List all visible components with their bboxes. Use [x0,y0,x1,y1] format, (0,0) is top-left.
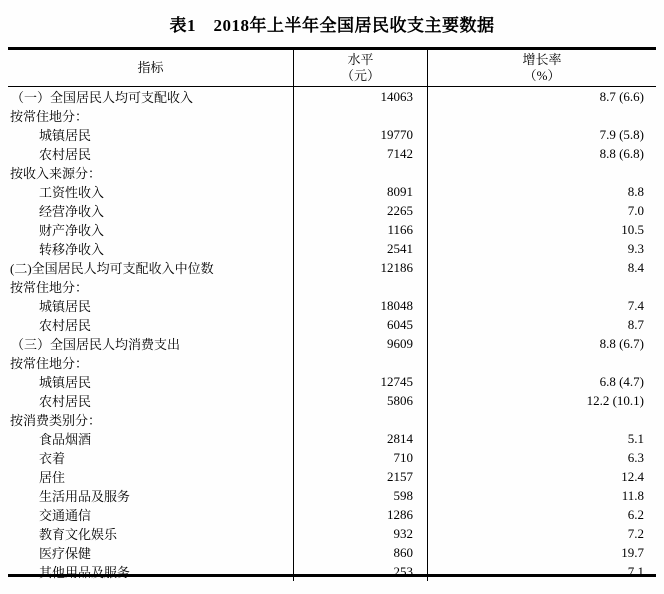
table-row [8,239,656,258]
indicator-cell: （一）全国居民人均可支配收入 [8,87,294,106]
table-row [8,163,656,182]
col-header-indicator [8,50,294,86]
indicator-cell: 城镇居民 [8,125,294,144]
growth-value-cell: 8.4 [627,259,644,275]
indicator-cell: 按消费类别分： [8,410,294,429]
table-row [8,448,656,467]
level-value-cell: 18048 [294,296,428,315]
col-header-growth-line1: 增长率 [522,52,562,67]
table-row [8,87,656,106]
table-row [8,296,656,315]
indicator-cell: 经营净收入 [8,201,294,220]
level-value-cell: 2265 [294,201,428,220]
growth-value-cell [428,353,656,372]
table-row [8,182,656,201]
col-header-growth-line2: （%） [523,68,561,83]
indicator-cell: 农村居民 [8,315,294,334]
indicator-cell: 城镇居民 [8,296,294,315]
indicator-cell: 交通通信 [8,505,294,524]
growth-value-cell: 10.5 [621,221,644,237]
indicator-cell: 财产净收入 [8,220,294,239]
growth-value-cell: 12.2 (10.1) [586,392,644,408]
level-value-cell [294,106,428,125]
table-row [8,334,656,353]
indicator-cell: 居住 [8,467,294,486]
growth-value-cell [428,106,656,125]
table-row [8,277,656,296]
table-title: 表1 2018年上半年全国居民收支主要数据 [169,16,495,35]
table-row [8,467,656,486]
level-value-cell: 932 [294,524,428,543]
indicator-cell: 按常住地分： [8,277,294,296]
growth-value-cell: 8.7 (6.6) [599,88,644,104]
col-header-growth [428,50,656,86]
level-value-cell: 9609 [294,334,428,353]
table-row [8,315,656,334]
table-row [8,391,656,410]
col-header-indicator-label: 指标 [137,60,164,75]
table-row [8,562,656,581]
growth-value-cell: 12.4 [621,468,644,484]
growth-value-cell [428,163,656,182]
level-value-cell: 6045 [294,315,428,334]
growth-value-cell: 7.9 (5.8) [599,126,644,142]
level-value-cell: 710 [294,448,428,467]
level-value-cell: 12745 [294,372,428,391]
indicator-cell: (二)全国居民人均可支配收入中位数 [8,258,294,277]
growth-value-cell: 6.2 [627,506,644,522]
growth-value-cell: 8.8 [627,183,644,199]
indicator-cell: 按收入来源分： [8,163,294,182]
table-row [8,220,656,239]
table-row [8,201,656,220]
level-value-cell [294,277,428,296]
indicator-cell: 按常住地分： [8,106,294,125]
level-value-cell: 12186 [294,258,428,277]
level-value-cell: 860 [294,543,428,562]
table-row [8,524,656,543]
growth-value-cell [428,410,656,429]
table-row [8,372,656,391]
growth-value-cell: 6.3 [627,449,644,465]
level-value-cell: 2157 [294,467,428,486]
col-header-level-line1: 水平 [347,52,374,67]
level-value-cell: 14063 [294,87,428,106]
table-row [8,543,656,562]
level-value-cell: 598 [294,486,428,505]
indicator-cell: 按常住地分： [8,353,294,372]
growth-value-cell: 7.2 [627,525,644,541]
indicator-cell: 工资性收入 [8,182,294,201]
level-value-cell: 5806 [294,391,428,410]
growth-value-cell: 8.8 (6.7) [599,335,644,351]
growth-value-cell: 7.4 [627,297,644,313]
level-value-cell: 8091 [294,182,428,201]
indicator-cell: 农村居民 [8,144,294,163]
growth-value-cell: 9.3 [627,240,644,256]
growth-value-cell: 7.0 [627,202,644,218]
growth-value-cell: 8.8 (6.8) [599,145,644,161]
level-value-cell: 19770 [294,125,428,144]
table-row [8,353,656,372]
level-value-cell: 7142 [294,144,428,163]
growth-value-cell: 19.7 [621,544,644,560]
indicator-cell: 衣着 [8,448,294,467]
table-row [8,125,656,144]
growth-value-cell: 7.1 [627,563,644,579]
table-row [8,505,656,524]
indicator-cell: （三）全国居民人均消费支出 [8,334,294,353]
indicator-cell: 转移净收入 [8,239,294,258]
table-row [8,258,656,277]
table-row [8,429,656,448]
level-value-cell: 1166 [294,220,428,239]
growth-value-cell: 8.7 [627,316,644,332]
growth-value-cell: 6.8 (4.7) [599,373,644,389]
indicator-cell: 教育文化娱乐 [8,524,294,543]
table-row [8,106,656,125]
indicator-cell: 农村居民 [8,391,294,410]
level-value-cell: 253 [294,562,428,581]
level-value-cell [294,410,428,429]
statistics-table [8,47,656,580]
col-header-level [294,50,428,86]
table-body [8,87,656,580]
level-value-cell [294,163,428,182]
level-value-cell: 1286 [294,505,428,524]
indicator-cell: 城镇居民 [8,372,294,391]
level-value-cell: 2541 [294,239,428,258]
indicator-cell: 医疗保健 [8,543,294,562]
table-header-row [8,50,656,87]
growth-value-cell [428,277,656,296]
table-row [8,410,656,429]
level-value-cell: 2814 [294,429,428,448]
growth-value-cell: 5.1 [627,430,644,446]
table-row [8,144,656,163]
indicator-cell: 生活用品及服务 [8,486,294,505]
table-row [8,486,656,505]
growth-value-cell: 11.8 [621,487,644,503]
level-value-cell [294,353,428,372]
indicator-cell: 其他用品及服务 [8,562,294,581]
col-header-level-line2: （元） [340,68,380,83]
indicator-cell: 食品烟酒 [8,429,294,448]
